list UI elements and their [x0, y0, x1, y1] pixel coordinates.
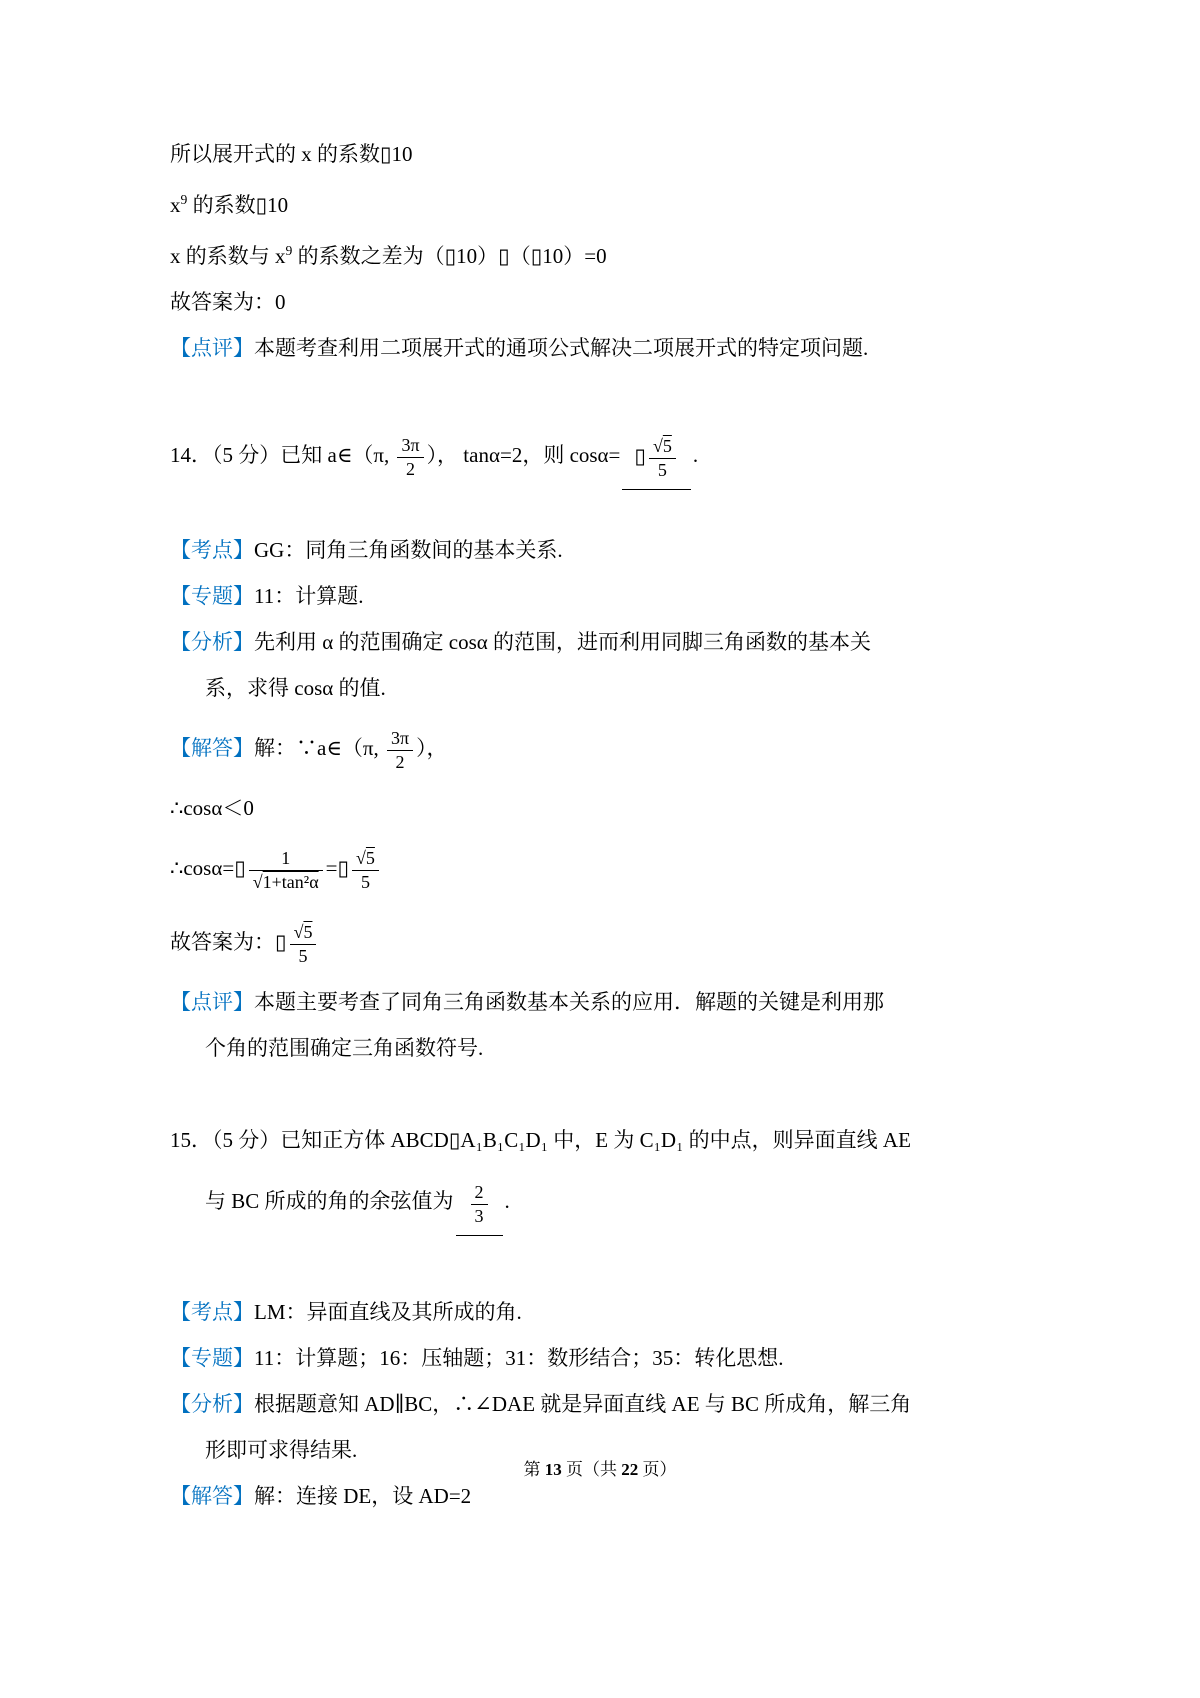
- radical-sign: √: [252, 871, 263, 892]
- fraction-denominator: 2: [395, 751, 405, 772]
- fenxi-text: 先利用 α 的范围确定 cosα 的范围，进而利用同脚三角函数的基本关: [254, 630, 871, 654]
- fenxi-text: 根据题意知 AD∥BC，∴∠DAE 就是异面直线 AE 与 BC 所成角，解三角: [254, 1392, 912, 1416]
- fenxi-tag: 【分析】: [170, 630, 254, 654]
- kaodian-text: GG：同角三角函数间的基本关系.: [254, 538, 563, 562]
- footer-text: 页（共: [561, 1460, 622, 1479]
- text-run: 故答案为：▯: [170, 930, 287, 954]
- review-tag: 【点评】: [170, 336, 254, 360]
- q14-fenxi-line-2: 系，求得 cosα 的值.: [205, 676, 386, 700]
- text-run: .: [504, 1188, 510, 1213]
- page-content: [170, 138, 970, 1526]
- text-run: 14．（5 分）已知 a∈（π,: [170, 442, 395, 467]
- q14-answer-blank: [622, 424, 690, 490]
- jieda-tag: 【解答】: [170, 1484, 254, 1508]
- zhuanti-tag: 【专题】: [170, 1346, 254, 1370]
- radicand: 5: [662, 436, 672, 456]
- review-text: 本题考查利用二项展开式的通项公式解决二项展开式的特定项问题.: [254, 336, 869, 360]
- q15-zhuanti-line: [170, 1342, 970, 1374]
- zhuanti-text: 11：计算题；16：压轴题；31：数形结合；35：转化思想.: [254, 1346, 784, 1370]
- exponent: 9: [285, 243, 293, 258]
- dianping-tag: 【点评】: [170, 990, 254, 1014]
- text-run: ）， tanα=2，则 cosα=: [426, 442, 621, 467]
- radical-sign: √: [293, 922, 304, 942]
- q15-fenxi-line-1: [170, 1388, 970, 1420]
- fraction-numerator: 3π: [387, 728, 413, 751]
- fraction-numerator: 2: [471, 1182, 488, 1205]
- fraction-denominator: 3: [474, 1205, 484, 1226]
- fraction-numerator: 1: [249, 848, 323, 871]
- fraction-1-over-sqrt: [249, 848, 323, 892]
- q13-answer-line: 故答案为：0: [170, 290, 286, 314]
- q15-kaodian-line: [170, 1296, 970, 1328]
- q14-fenxi-line-1: [170, 626, 970, 658]
- fraction-sqrt5-5: [649, 436, 676, 480]
- fraction-denominator: 5: [657, 459, 667, 480]
- q14-jieda-line: [170, 718, 970, 778]
- text-run: x 的系数与 x: [170, 244, 286, 268]
- q15-stem-line-2: [170, 1170, 970, 1236]
- q14-dianping-line-1: [170, 986, 970, 1018]
- q13-review-line: [170, 332, 970, 364]
- q13-diff-line: [170, 235, 970, 272]
- text-run: 与 BC 所成的角的余弦值为: [205, 1188, 454, 1213]
- fraction-numerator: [649, 436, 676, 459]
- text-run: ），: [416, 736, 448, 760]
- fraction-sqrt5-5: [290, 922, 317, 966]
- fraction-sqrt5-5: [352, 848, 379, 892]
- page-footer: [0, 1455, 1200, 1480]
- radicand: 1+tan²α: [262, 871, 319, 892]
- q14-zhuanti-line: [170, 580, 970, 612]
- section-gap: [170, 378, 970, 424]
- exponent: 9: [180, 192, 188, 207]
- kaodian-tag: 【考点】: [170, 1300, 254, 1324]
- kaodian-text: LM：异面直线及其所成的角.: [254, 1300, 522, 1324]
- q14-stem-line: [170, 424, 970, 490]
- section-gap: [170, 1250, 970, 1296]
- minus-box: ▯: [634, 444, 646, 468]
- text-run: 的系数之差为（▯10）▯（▯10）=0: [292, 244, 607, 268]
- q14-answer-line: [170, 912, 970, 972]
- q15-answer-blank: [456, 1170, 503, 1236]
- q13-coeff-x9-line: [170, 184, 970, 221]
- text-run: 的系数▯10: [187, 193, 289, 217]
- q15-stem-line-1: 15．（5 分）已知正方体 ABCD▯A₁B₁C₁D₁ 中，E 为 C₁D₁ 的中点，则异面直线 AE: [170, 1128, 911, 1152]
- q15-fenxi-line-2: 形即可求得结果.: [205, 1438, 358, 1462]
- section-gap: [170, 1078, 970, 1124]
- radicand: 5: [365, 848, 375, 868]
- section-gap: [170, 504, 970, 534]
- fraction-numerator: 3π: [397, 435, 423, 458]
- footer-page-number: 13: [544, 1460, 562, 1479]
- radicand: 5: [303, 922, 313, 942]
- dianping-text: 本题主要考查了同角三角函数基本关系的应用．解题的关键是利用那: [254, 990, 884, 1014]
- zhuanti-text: 11：计算题.: [254, 584, 364, 608]
- jieda-text: 解：连接 DE，设 AD=2: [254, 1484, 472, 1508]
- text-run: 解：∵a∈（π,: [254, 736, 384, 760]
- fraction-3pi-2: [387, 728, 413, 772]
- fraction-3pi-2: [397, 435, 423, 479]
- fraction-denominator: 5: [298, 945, 308, 966]
- q14-dianping-line-2: 个角的范围确定三角函数符号.: [205, 1036, 484, 1060]
- radical-sign: √: [356, 848, 366, 868]
- radical-sign: √: [652, 436, 663, 456]
- fraction-denominator: 5: [360, 871, 370, 892]
- text-run: =▯: [325, 856, 350, 880]
- fenxi-tag: 【分析】: [170, 1392, 254, 1416]
- q14-formula-line: [170, 838, 970, 898]
- footer-total-pages: 22: [621, 1460, 639, 1479]
- q14-cos-negative-line: ∴cosα＜0: [170, 796, 254, 820]
- fraction-denominator: [249, 871, 323, 893]
- footer-text: 页）: [638, 1460, 677, 1479]
- text-run: ∴cosα=▯: [170, 856, 246, 880]
- q13-coeff-x-line: 所以展开式的 x 的系数▯10: [170, 142, 413, 166]
- fraction-numerator: [352, 848, 379, 871]
- text-run: .: [692, 442, 699, 467]
- jieda-tag: 【解答】: [170, 736, 254, 760]
- footer-text: 第: [523, 1460, 545, 1479]
- q14-kaodian-line: [170, 534, 970, 566]
- q15-jieda-line: [170, 1480, 970, 1512]
- kaodian-tag: 【考点】: [170, 538, 254, 562]
- zhuanti-tag: 【专题】: [170, 584, 254, 608]
- fraction-numerator: [290, 922, 317, 945]
- fraction-2-3: [471, 1182, 488, 1226]
- fraction-denominator: 2: [406, 458, 416, 479]
- text-run: x: [170, 193, 181, 217]
